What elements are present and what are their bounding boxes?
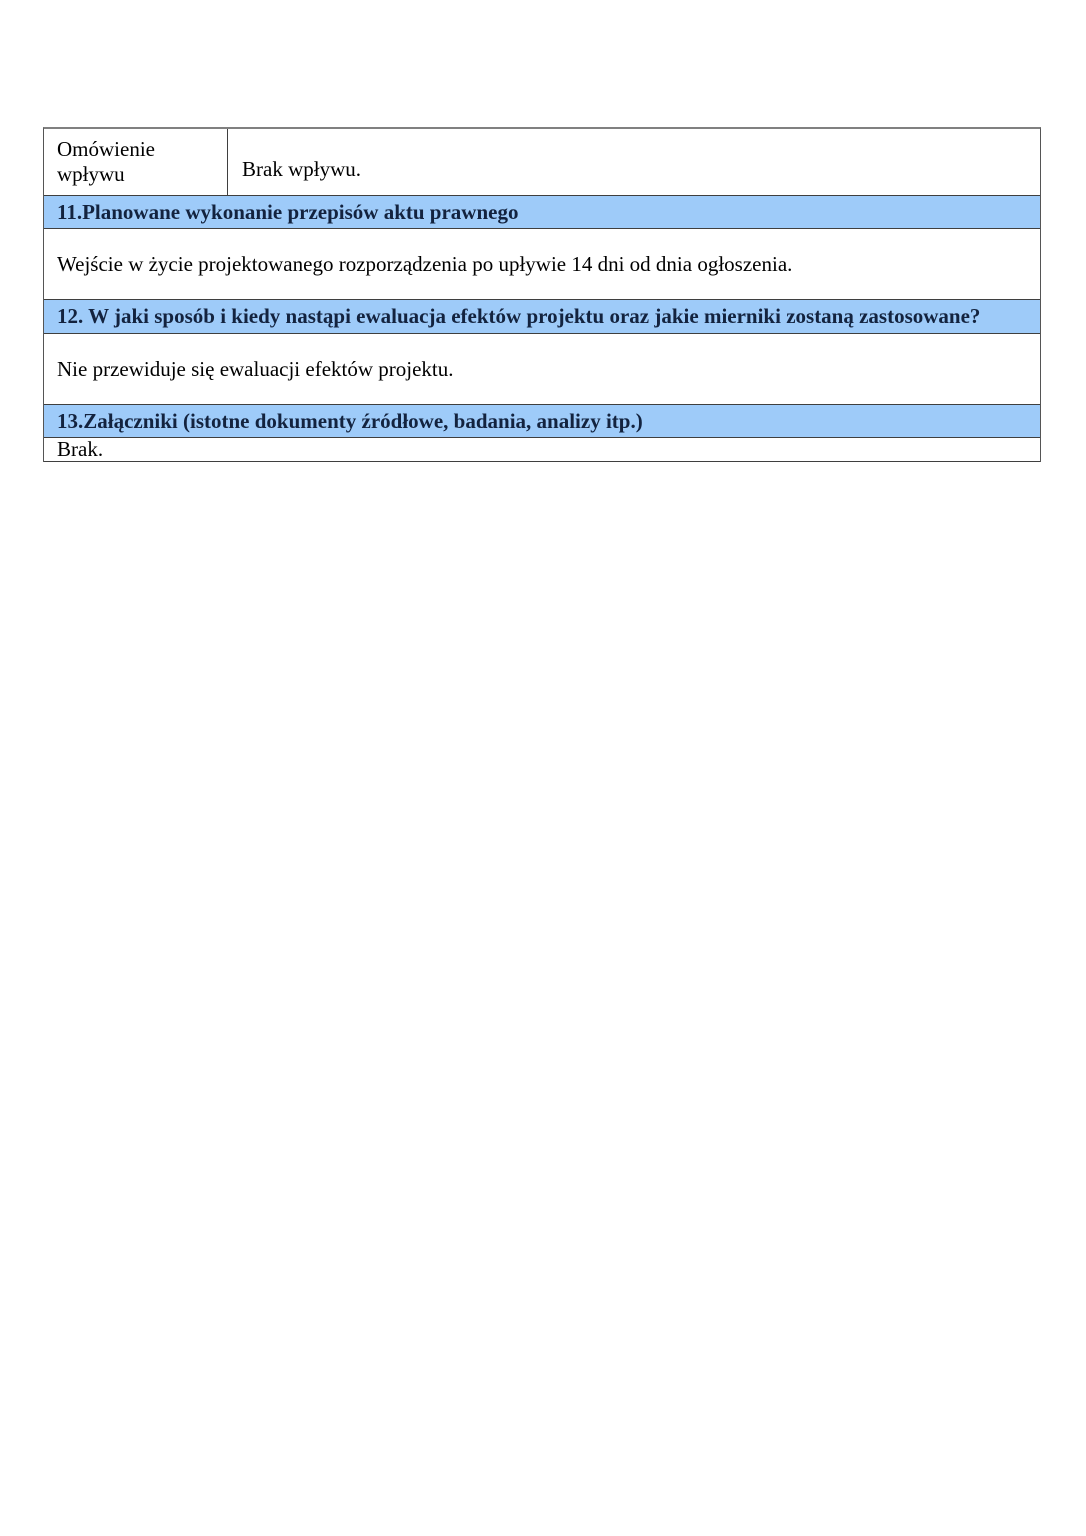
osr-impact-table: [43, 127, 1041, 462]
impact-row-label: Omówienie wpływu: [44, 129, 228, 195]
section-13-content: Brak.: [44, 438, 1040, 462]
section-12-content: Nie przewiduje się ewaluacji efektów projektu.: [44, 334, 1040, 405]
section-12-header: 12. W jaki sposób i kiedy nastąpi ewaluacja efektów projektu oraz jakie mierniki zostaną zastosowane?: [44, 300, 1040, 334]
section-11-header: 11.Planowane wykonanie przepisów aktu prawnego: [44, 196, 1040, 229]
impact-row-value: Brak wpływu.: [242, 156, 361, 181]
section-13-header: 13.Załączniki (istotne dokumenty źródłowe, badania, analizy itp.): [44, 405, 1040, 438]
section-11-content: Wejście w życie projektowanego rozporządzenia po upływie 14 dni od dnia ogłoszenia.: [44, 229, 1040, 300]
impact-row: [44, 129, 1040, 196]
